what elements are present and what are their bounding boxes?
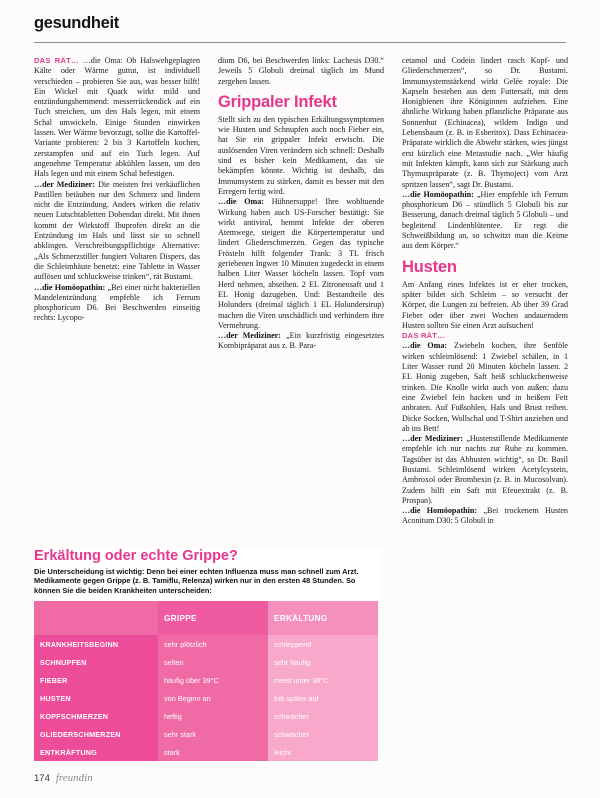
cell-grippe: sehr plötzlich: [158, 635, 268, 653]
table-header-row: [34, 601, 378, 635]
infobox-subtitle: Die Unterscheidung ist wichtig: Denn bei einer echten Influenza muss man schnell zum Arzt. Medikamente gegen Grippe (z. B. Tamiflu, Relenza) wirken nur in den ersten 48 Stunden. So können Sie die beiden Krankheiten unterscheiden:: [34, 567, 359, 595]
cell-erkaeltung: sehr häufig: [268, 653, 378, 671]
comparison-table: [34, 601, 378, 761]
table-header-blank: [34, 601, 158, 635]
row-label: FIEBER: [34, 671, 158, 689]
paragraph-label: DAS RÄT…: [34, 56, 79, 65]
section-heading-husten: Husten: [402, 257, 457, 276]
row-label: HUSTEN: [34, 689, 158, 707]
paragraph-label: …die Oma:: [402, 341, 448, 351]
page-title: gesundheit: [34, 14, 120, 32]
paragraph: [34, 56, 200, 180]
paragraph-text: „Hustenstillende Medikamente empfehle ich nur nachts zur Ruhe zu kommen. Tagsüber ist das Abhusten wichtig“, so Dr. Basil Bustami. Schleimlösend wirken Acetylcystein, Ambroxol oder Bromhexin (z. B. in Mucosolvan). Zudem hilft ein Saft mit Efeuextrakt (z. B. Prospan).: [402, 434, 568, 505]
page-footer: [34, 772, 93, 784]
row-label: GLIEDERSCHMERZEN: [34, 725, 158, 743]
column-3: [402, 56, 568, 527]
table-row: [34, 689, 378, 707]
row-label: SCHNUPFEN: [34, 653, 158, 671]
paragraph-text: cetamol und Codein lindert rasch Kopf- und Gliederschmerzen“, so Dr. Bustami. Immunsystemstärkend wirkt Gelée royale: Die Kapseln bestehen aus dem Futtersaft, mit dem Honigbienen ihre Königinnen aufziehen. Eine ähnliche Wirkung haben pflanzliche Präparate aus Sonnenhut (Echinacea), wildem Indigo und Lebensbaum (z. B. in Esberitox). Dass Echinacea-Präparate wirklich die Abwehr stärken, wies jüngst erst kürzlich eine Metastudie nach. „Wer häufig mit Infekten kämpft, kann sich zur Stärkung auch Thymuspräparate (z. B. Thymoject) vom Arzt spritzen lassen“, sagt Dr. Bustami.: [402, 56, 568, 189]
paragraph-text: „Bei trockenem Husten Aconitum D30: 5 Globuli in: [402, 506, 568, 526]
section-intro: Stellt sich zu den typischen Erkältungssymptomen wie Husten und Schnupfen auch noch Fieber ein, hat Sie ein grippaler Infekt erwischt. Die auslösenden Viren verändern sich schnell: Deshalb sind es bisher kein Medikament, das sie bekämpfen könnte. Wichtig ist deshalb, das Immunsystem zu stärken, damit es besser mit den Erregern fertig wird.: [218, 114, 384, 196]
paragraph: [218, 56, 384, 87]
brand-logo: freundin: [55, 772, 93, 784]
row-label: ENTKRÄFTUNG: [34, 743, 158, 761]
cell-grippe: von Beginn an: [158, 689, 268, 707]
paragraph-text: „Ein kurzfristig eingesetztes Kombipräparat aus z. B. Para-: [218, 331, 384, 351]
paragraph-text: Zwiebeln kochen, ihre Senföle wirken schleimlösend: 1 Zwiebel schälen, in 1 Liter Wasser rund 20 Minuten köcheln lassen. 2 EL Honig zugeben, Saft heiß schluckchenweise trinken. Die Knolle wirkt auch von außen: dazu eine Zwiebel fein hacken und in heißem Fett anbraten. Auf Fußsohlen, Hals und Brust reiben. Dicke Socken, Wollschal und T-Shirt anziehen und ab ins Bett!: [402, 341, 568, 433]
cell-grippe: häufig über 39°C: [158, 671, 268, 689]
column-2: [218, 56, 384, 352]
paragraph: [402, 331, 568, 341]
cell-grippe: heftig: [158, 707, 268, 725]
table-row: [34, 671, 378, 689]
paragraph: [402, 190, 568, 252]
paragraph-text: Die meisten frei verkäuflichen Pastillen betäuben nur den Schmerz und lindern nicht die Entzündung. Anders wirken die relativ neuen Lutschtabletten Dobendan direkt. Mit ihnen kommt der Wirkstoff Ibuprofen direkt an die Entzündung im Hals und lässt sie so schnell abklingen. Verschreibungspflichtige Alternative: „Als Schmerzstiller fungiert Voltaren Dispers, das die Schleimhäute benetzt: eine Tablette in Wasser auflösen und schluckweise trinken“, rät Bustami.: [34, 179, 200, 282]
paragraph: [34, 180, 200, 283]
paragraph-text: Hühnersuppe! Ihre wohltuende Wirkung haben auch US-Forscher bestätigt: Sie wirkt antiviral, hemmt Infekte der oberen Atemwege, steigert die Körpertemperatur und lindert Gliederschmerzen. Gegen das typische Frösteln hilft folgender Trank: 3 TL frisch geriebenen Ingwer 10 Minuten zugedeckt in einem halben Liter Wasser köcheln lassen. Topf vom Herd nehmen, abseihen. 2 EL Zitronensaft und 1 EL Honig dazugeben. Und: Bestandteile des Holunders (dreimal täglich 1 EL Holundersirup) machen die Viren unschädlich und verhindern ihre Vermehrung.: [218, 197, 384, 330]
paragraph: [34, 283, 200, 324]
comparison-infobox: [34, 548, 382, 758]
paragraph: [402, 506, 568, 527]
paragraph-text: „Bei einer nicht bakteriellen Mandelentzündung empfehle ich Ferrum phosphoricum D6. Bei Beschwerden einseitig rechts: Lycopo-: [34, 282, 200, 323]
column-1: [34, 56, 200, 324]
paragraph-label: DAS RÄT…: [402, 331, 445, 341]
table-row: [34, 743, 378, 761]
paragraph: [402, 434, 568, 506]
section-heading-grippaler-infekt: Grippaler Infekt: [218, 92, 337, 111]
paragraph-label: …die Homöopathin:: [34, 282, 106, 292]
paragraph: [218, 197, 384, 331]
cell-erkaeltung: meist unter 38°C: [268, 671, 378, 689]
paragraph-text: „Hier empfehle ich Ferrum phosphoricum D6 – stündlich 5 Globuli bis zur Besserung, danach dreimal täglich 5 Globuli – und begleitend Lindenblütentee. Er regt die Schweißbildung an, so schwitzt man die Keime aus dem Körper.“: [402, 189, 568, 251]
table-header-erkaeltung: ERKÄLTUNG: [268, 601, 378, 635]
cell-erkaeltung: schwächer: [268, 725, 378, 743]
table-row: [34, 707, 378, 725]
paragraph-label: …der Mediziner:: [218, 331, 281, 341]
cell-grippe: sehr stark: [158, 725, 268, 743]
paragraph: [402, 341, 568, 434]
paragraph-label: …die Homöopathin:: [402, 189, 474, 199]
cell-erkaeltung: tritt später auf: [268, 689, 378, 707]
paragraph: [218, 331, 384, 352]
paragraph-text: …die Oma: Ob Halswehgeplagten Kälte oder Wärme guttut, ist individuell verschieden – probieren Sie aus, was besser hilft! Ein Wickel mit Quark wirkt mild und entzündungshemmend: messerrückendick auf ein Tuch streichen, um den Hals legen, mit einem Schal umwickeln. Einige Stunden einwirken lassen. Wer Wärme bevorzugt, sollte die Kartoffel-Variante probieren: 2 bis 3 Kartoffeln kochen, zerstampfen und auf ein Tuch legen. Auf angenehme Temperatur abkühlen lassen, um den Hals legen und mit einem Schal befestigen.: [34, 56, 200, 179]
cell-grippe: stark: [158, 743, 268, 761]
table-header-grippe: GRIPPE: [158, 601, 268, 635]
row-label: KOPFSCHMERZEN: [34, 707, 158, 725]
section-intro: Am Anfang eines Infektes ist er eher trocken, später bildet sich Schleim – so versucht der Körper, die Lungen zu befreien. Ab über 39 Grad Fieber oder über zwei Wochen andauerndem Husten sollten Sie einen Arzt aufsuchen!: [402, 279, 568, 330]
paragraph-label: …der Mediziner:: [34, 179, 95, 189]
paragraph-label: …die Homöopathin:: [402, 506, 478, 516]
cell-erkaeltung: schleppend: [268, 635, 378, 653]
table-row: [34, 635, 378, 653]
table-row: [34, 653, 378, 671]
infobox-title: Erkältung oder echte Grippe?: [34, 548, 238, 564]
paragraph-label: …der Mediziner:: [402, 434, 464, 444]
header-divider: [34, 42, 566, 43]
table-row: [34, 725, 378, 743]
row-label: KRANKHEITSBEGINN: [34, 635, 158, 653]
cell-grippe: selten: [158, 653, 268, 671]
paragraph: [402, 56, 568, 190]
paragraph-label: …die Oma:: [218, 197, 264, 207]
paragraph-text: dium D6, bei Beschwerden links: Lachesis D30.“ Jeweils 5 Globuli dreimal täglich im Mund zergehen lassen.: [218, 56, 384, 86]
cell-erkaeltung: leicht: [268, 743, 378, 761]
page-number: 174: [34, 773, 50, 784]
cell-erkaeltung: schwächer: [268, 707, 378, 725]
table-body: [34, 635, 378, 761]
